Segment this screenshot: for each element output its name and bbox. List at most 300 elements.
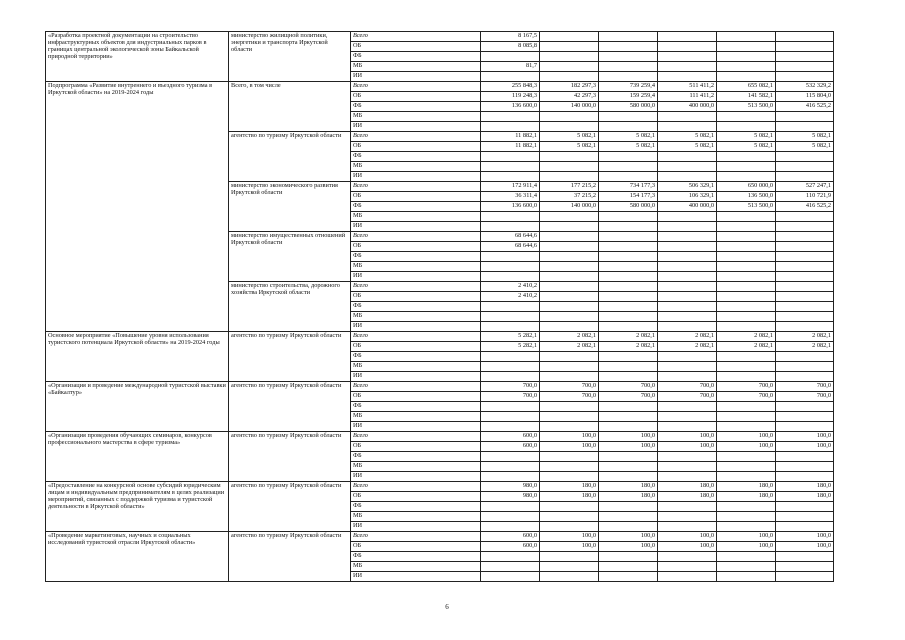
amount-cell: 8 167,5 [481, 32, 540, 42]
funding-source-cell: ФБ [351, 352, 481, 362]
amount-cell: 700,0 [540, 392, 599, 402]
amount-cell [658, 262, 717, 272]
amount-cell: 2 082,1 [776, 332, 834, 342]
amount-cell [481, 272, 540, 282]
amount-cell [776, 572, 834, 582]
amount-cell [658, 452, 717, 462]
amount-cell: 119 248,3 [481, 92, 540, 102]
amount-cell [540, 62, 599, 72]
amount-cell [776, 322, 834, 332]
amount-cell [776, 302, 834, 312]
amount-cell [717, 362, 776, 372]
amount-cell [658, 302, 717, 312]
amount-cell [717, 322, 776, 332]
funding-source-cell: ОБ [351, 92, 481, 102]
funding-source-cell: ОБ [351, 42, 481, 52]
amount-cell: 2 082,1 [540, 342, 599, 352]
amount-cell [776, 212, 834, 222]
amount-cell [776, 222, 834, 232]
amount-cell [599, 302, 658, 312]
measure-name-cell: «Организация и проведение международной туристской выставки «Байкалтур» [46, 382, 229, 432]
amount-cell: 700,0 [540, 382, 599, 392]
amount-cell: 110 721,9 [776, 192, 834, 202]
amount-cell [776, 422, 834, 432]
amount-cell: 100,0 [599, 432, 658, 442]
amount-cell [717, 232, 776, 242]
amount-cell [540, 252, 599, 262]
amount-cell [540, 522, 599, 532]
executor-cell: агентство по туризму Иркутской области [229, 132, 351, 182]
amount-cell [717, 222, 776, 232]
amount-cell [599, 52, 658, 62]
amount-cell: 36 311,4 [481, 192, 540, 202]
amount-cell [776, 282, 834, 292]
amount-cell [658, 252, 717, 262]
amount-cell [776, 32, 834, 42]
amount-cell: 5 082,1 [717, 132, 776, 142]
amount-cell [717, 422, 776, 432]
amount-cell [717, 272, 776, 282]
amount-cell: 700,0 [658, 392, 717, 402]
amount-cell: 180,0 [776, 482, 834, 492]
amount-cell [481, 112, 540, 122]
amount-cell: 5 082,1 [540, 132, 599, 142]
amount-cell [776, 552, 834, 562]
amount-cell [717, 122, 776, 132]
amount-cell [776, 352, 834, 362]
amount-cell: 182 297,3 [540, 82, 599, 92]
amount-cell: 100,0 [717, 432, 776, 442]
amount-cell: 100,0 [540, 542, 599, 552]
amount-cell [599, 372, 658, 382]
amount-cell [599, 462, 658, 472]
amount-cell: 513 500,0 [717, 102, 776, 112]
amount-cell: 115 804,0 [776, 92, 834, 102]
amount-cell: 2 082,1 [658, 342, 717, 352]
funding-source-cell: МБ [351, 462, 481, 472]
amount-cell: 140 000,0 [540, 202, 599, 212]
amount-cell [776, 152, 834, 162]
amount-cell: 700,0 [658, 382, 717, 392]
funding-source-cell: ИИ [351, 122, 481, 132]
amount-cell: 700,0 [776, 392, 834, 402]
amount-cell: 172 911,4 [481, 182, 540, 192]
amount-cell [599, 562, 658, 572]
funding-source-cell: МБ [351, 62, 481, 72]
amount-cell [540, 452, 599, 462]
amount-cell [481, 372, 540, 382]
amount-cell [540, 422, 599, 432]
amount-cell [776, 512, 834, 522]
funding-source-cell: ФБ [351, 102, 481, 112]
amount-cell [658, 412, 717, 422]
amount-cell [540, 512, 599, 522]
amount-cell [658, 462, 717, 472]
amount-cell: 527 247,1 [776, 182, 834, 192]
amount-cell [717, 302, 776, 312]
amount-cell [540, 472, 599, 482]
amount-cell [658, 72, 717, 82]
amount-cell [717, 552, 776, 562]
amount-cell [717, 502, 776, 512]
amount-cell [717, 32, 776, 42]
amount-cell [481, 472, 540, 482]
amount-cell [481, 212, 540, 222]
amount-cell: 700,0 [776, 382, 834, 392]
amount-cell: 734 177,3 [599, 182, 658, 192]
amount-cell [658, 122, 717, 132]
amount-cell [540, 502, 599, 512]
amount-cell [658, 242, 717, 252]
amount-cell [658, 62, 717, 72]
amount-cell: 136 600,0 [481, 202, 540, 212]
amount-cell: 42 297,3 [540, 92, 599, 102]
amount-cell [658, 222, 717, 232]
amount-cell [658, 312, 717, 322]
amount-cell [717, 212, 776, 222]
table-row [46, 332, 834, 342]
amount-cell: 180,0 [540, 492, 599, 502]
amount-cell: 68 644,6 [481, 232, 540, 242]
amount-cell [658, 402, 717, 412]
amount-cell [481, 222, 540, 232]
amount-cell [717, 372, 776, 382]
amount-cell: 5 282,1 [481, 342, 540, 352]
amount-cell [540, 152, 599, 162]
amount-cell [717, 172, 776, 182]
amount-cell [658, 42, 717, 52]
amount-cell: 100,0 [658, 432, 717, 442]
amount-cell [658, 422, 717, 432]
funding-source-cell: ИИ [351, 172, 481, 182]
amount-cell: 532 329,2 [776, 82, 834, 92]
table-row [46, 432, 834, 442]
amount-cell: 700,0 [717, 392, 776, 402]
amount-cell [481, 452, 540, 462]
amount-cell: 2 082,1 [658, 332, 717, 342]
amount-cell [776, 452, 834, 462]
amount-cell [717, 242, 776, 252]
amount-cell [717, 112, 776, 122]
amount-cell: 700,0 [599, 382, 658, 392]
amount-cell [599, 252, 658, 262]
funding-source-cell: ИИ [351, 322, 481, 332]
amount-cell [481, 322, 540, 332]
funding-source-cell: Всего [351, 382, 481, 392]
budget-table-body [46, 32, 834, 582]
amount-cell [717, 412, 776, 422]
amount-cell [717, 292, 776, 302]
amount-cell [540, 312, 599, 322]
funding-source-cell: МБ [351, 562, 481, 572]
amount-cell: 100,0 [599, 542, 658, 552]
amount-cell [540, 552, 599, 562]
funding-source-cell: ФБ [351, 452, 481, 462]
amount-cell [481, 252, 540, 262]
amount-cell [599, 42, 658, 52]
amount-cell: 159 259,4 [599, 92, 658, 102]
amount-cell: 506 329,1 [658, 182, 717, 192]
table-row [46, 532, 834, 542]
amount-cell: 980,0 [481, 492, 540, 502]
amount-cell: 700,0 [599, 392, 658, 402]
funding-source-cell: ИИ [351, 422, 481, 432]
amount-cell [540, 242, 599, 252]
measure-name-cell: «Организация проведения обучающих семинаров, конкурсов профессионального мастерства в сфере туризма» [46, 432, 229, 482]
amount-cell: 180,0 [776, 492, 834, 502]
amount-cell [717, 462, 776, 472]
amount-cell: 2 082,1 [776, 342, 834, 352]
amount-cell [717, 152, 776, 162]
amount-cell [540, 302, 599, 312]
funding-source-cell: ОБ [351, 342, 481, 352]
executor-cell: министерство жилищной политики, энергетики и транспорта Иркутской области [229, 32, 351, 82]
amount-cell [776, 292, 834, 302]
amount-cell [717, 252, 776, 262]
amount-cell: 100,0 [599, 442, 658, 452]
amount-cell [599, 452, 658, 462]
funding-source-cell: ФБ [351, 502, 481, 512]
amount-cell [776, 362, 834, 372]
amount-cell [599, 262, 658, 272]
amount-cell: 5 082,1 [776, 132, 834, 142]
amount-cell: 5 282,1 [481, 332, 540, 342]
amount-cell: 400 000,0 [658, 102, 717, 112]
amount-cell: 2 082,1 [717, 332, 776, 342]
amount-cell [481, 462, 540, 472]
amount-cell: 100,0 [658, 532, 717, 542]
amount-cell: 180,0 [658, 482, 717, 492]
measure-name-cell: «Разработка проектной документации на строительство инфраструктурных объектов для индустриальных парков в границах центральной экологической зоны Байкальской природной территории» [46, 32, 229, 82]
funding-source-cell: ОБ [351, 142, 481, 152]
amount-cell [481, 572, 540, 582]
amount-cell: 100,0 [776, 542, 834, 552]
amount-cell [540, 462, 599, 472]
amount-cell [776, 372, 834, 382]
amount-cell [658, 172, 717, 182]
amount-cell [717, 262, 776, 272]
funding-source-cell: Всего [351, 532, 481, 542]
funding-source-cell: Всего [351, 132, 481, 142]
funding-source-cell: ИИ [351, 372, 481, 382]
executor-cell: министерство имущественных отношений Иркутской области [229, 232, 351, 282]
amount-cell [540, 562, 599, 572]
amount-cell: 100,0 [658, 442, 717, 452]
amount-cell [658, 152, 717, 162]
amount-cell: 11 882,1 [481, 132, 540, 142]
amount-cell: 100,0 [717, 542, 776, 552]
amount-cell [776, 112, 834, 122]
amount-cell [717, 472, 776, 482]
amount-cell: 100,0 [776, 442, 834, 452]
amount-cell: 416 525,2 [776, 102, 834, 112]
funding-source-cell: ОБ [351, 542, 481, 552]
executor-cell: Всего, в том числе [229, 82, 351, 132]
amount-cell [540, 372, 599, 382]
amount-cell [658, 362, 717, 372]
amount-cell [599, 162, 658, 172]
funding-source-cell: ОБ [351, 292, 481, 302]
amount-cell: 180,0 [658, 492, 717, 502]
amount-cell [599, 172, 658, 182]
amount-cell: 100,0 [540, 442, 599, 452]
amount-cell [658, 372, 717, 382]
amount-cell [540, 262, 599, 272]
amount-cell: 600,0 [481, 532, 540, 542]
amount-cell [776, 502, 834, 512]
amount-cell [717, 52, 776, 62]
amount-cell [481, 502, 540, 512]
amount-cell: 5 082,1 [599, 142, 658, 152]
funding-source-cell: Всего [351, 482, 481, 492]
amount-cell [599, 572, 658, 582]
amount-cell [599, 362, 658, 372]
amount-cell [599, 242, 658, 252]
amount-cell: 8 085,8 [481, 42, 540, 52]
amount-cell [599, 72, 658, 82]
amount-cell [540, 222, 599, 232]
funding-source-cell: МБ [351, 362, 481, 372]
amount-cell: 106 329,1 [658, 192, 717, 202]
amount-cell [599, 222, 658, 232]
amount-cell [481, 352, 540, 362]
funding-source-cell: ОБ [351, 242, 481, 252]
amount-cell: 2 082,1 [599, 342, 658, 352]
amount-cell [540, 272, 599, 282]
amount-cell: 177 215,2 [540, 182, 599, 192]
amount-cell: 136 500,0 [717, 192, 776, 202]
funding-source-cell: Всего [351, 432, 481, 442]
amount-cell [481, 262, 540, 272]
funding-source-cell: ФБ [351, 402, 481, 412]
amount-cell: 700,0 [481, 392, 540, 402]
amount-cell: 5 082,1 [776, 142, 834, 152]
amount-cell [776, 312, 834, 322]
funding-source-cell: ИИ [351, 472, 481, 482]
amount-cell [658, 162, 717, 172]
amount-cell [540, 52, 599, 62]
amount-cell [481, 422, 540, 432]
amount-cell [599, 352, 658, 362]
amount-cell [658, 212, 717, 222]
amount-cell [658, 52, 717, 62]
amount-cell: 5 082,1 [658, 132, 717, 142]
amount-cell [481, 302, 540, 312]
amount-cell [717, 402, 776, 412]
amount-cell [776, 122, 834, 132]
amount-cell [776, 272, 834, 282]
amount-cell: 600,0 [481, 542, 540, 552]
executor-cell: агентство по туризму Иркутской области [229, 482, 351, 532]
amount-cell: 100,0 [776, 532, 834, 542]
funding-source-cell: ИИ [351, 272, 481, 282]
amount-cell: 513 500,0 [717, 202, 776, 212]
amount-cell: 416 525,2 [776, 202, 834, 212]
funding-source-cell: МБ [351, 512, 481, 522]
amount-cell [540, 72, 599, 82]
amount-cell [776, 252, 834, 262]
amount-cell [658, 282, 717, 292]
amount-cell [599, 232, 658, 242]
amount-cell [776, 462, 834, 472]
amount-cell [481, 72, 540, 82]
amount-cell [717, 282, 776, 292]
funding-source-cell: Всего [351, 232, 481, 242]
amount-cell [599, 502, 658, 512]
amount-cell [540, 232, 599, 242]
amount-cell: 980,0 [481, 482, 540, 492]
amount-cell: 111 411,2 [658, 92, 717, 102]
funding-source-cell: Всего [351, 282, 481, 292]
amount-cell [717, 42, 776, 52]
amount-cell: 580 000,0 [599, 102, 658, 112]
executor-cell: агентство по туризму Иркутской области [229, 532, 351, 582]
measure-name-cell: «Проведение маркетинговых, научных и социальных исследований туристской отрасли Иркутской области» [46, 532, 229, 582]
amount-cell [658, 472, 717, 482]
page-number: 6 [445, 603, 449, 611]
amount-cell: 154 177,3 [599, 192, 658, 202]
funding-source-cell: ФБ [351, 552, 481, 562]
funding-source-cell: ИИ [351, 222, 481, 232]
funding-source-cell: ИИ [351, 572, 481, 582]
amount-cell [776, 232, 834, 242]
amount-cell: 136 600,0 [481, 102, 540, 112]
executor-cell: агентство по туризму Иркутской области [229, 332, 351, 382]
amount-cell [776, 172, 834, 182]
amount-cell [599, 122, 658, 132]
table-row [46, 382, 834, 392]
amount-cell [599, 512, 658, 522]
funding-source-cell: МБ [351, 112, 481, 122]
amount-cell: 180,0 [717, 492, 776, 502]
amount-cell: 100,0 [717, 532, 776, 542]
amount-cell [717, 162, 776, 172]
funding-source-cell: ФБ [351, 202, 481, 212]
amount-cell: 180,0 [540, 482, 599, 492]
amount-cell [481, 522, 540, 532]
amount-cell: 37 215,2 [540, 192, 599, 202]
amount-cell [481, 172, 540, 182]
funding-source-cell: ОБ [351, 442, 481, 452]
amount-cell: 100,0 [776, 432, 834, 442]
amount-cell [658, 112, 717, 122]
amount-cell: 5 082,1 [540, 142, 599, 152]
amount-cell [717, 452, 776, 462]
amount-cell [599, 32, 658, 42]
amount-cell: 100,0 [717, 442, 776, 452]
amount-cell: 5 082,1 [658, 142, 717, 152]
amount-cell [776, 52, 834, 62]
amount-cell [658, 552, 717, 562]
amount-cell: 141 582,1 [717, 92, 776, 102]
amount-cell [481, 162, 540, 172]
amount-cell [599, 62, 658, 72]
amount-cell [481, 122, 540, 132]
funding-source-cell: ОБ [351, 492, 481, 502]
amount-cell [540, 292, 599, 302]
amount-cell: 81,7 [481, 62, 540, 72]
measure-name-cell: Подпрограмма «Развитие внутреннего и въездного туризма в Иркутской области» на 2019-2024 годы [46, 82, 229, 332]
amount-cell [717, 572, 776, 582]
amount-cell [776, 472, 834, 482]
amount-cell [776, 402, 834, 412]
amount-cell [776, 72, 834, 82]
amount-cell [481, 52, 540, 62]
funding-source-cell: МБ [351, 412, 481, 422]
amount-cell [540, 32, 599, 42]
funding-source-cell: ОБ [351, 192, 481, 202]
amount-cell [599, 552, 658, 562]
